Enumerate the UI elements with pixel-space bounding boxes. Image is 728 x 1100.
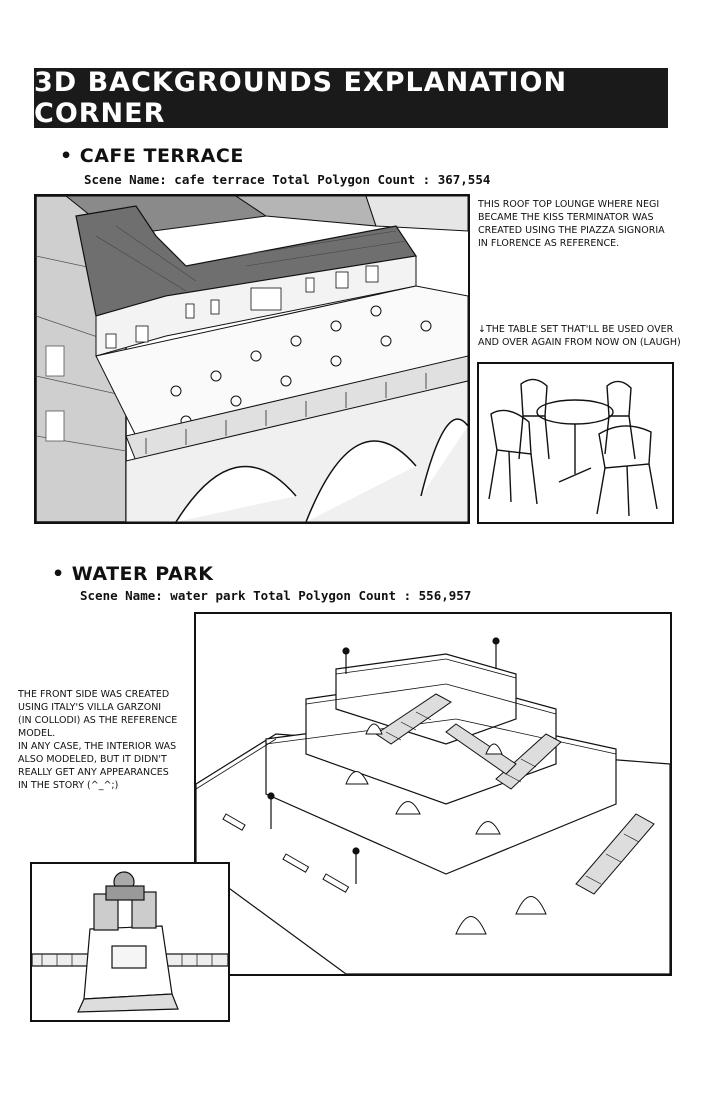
table-set-note bbox=[478, 323, 718, 349]
table-set-drawing bbox=[479, 364, 672, 522]
cafe-scene-info: Scene Name: cafe terrace Total Polygon Count : 367,554 bbox=[84, 172, 491, 187]
water-park-drawing bbox=[196, 614, 670, 974]
cafe-note: THIS ROOF TOP LOUNGE WHERE NEGI BECAME THE KISS TERMINATOR WAS CREATED USING THE PIAZZA SIGNORIA IN FLORENCE AS REFERENCE. bbox=[478, 199, 665, 249]
cafe-section-title: • CAFE TERRACE bbox=[60, 145, 244, 167]
cafe-terrace-illustration bbox=[34, 194, 470, 524]
table-set-illustration bbox=[477, 362, 674, 524]
down-arrow-icon: ↓ bbox=[478, 324, 486, 335]
cafe-title-text: CAFE TERRACE bbox=[79, 145, 244, 167]
statue-illustration bbox=[30, 862, 230, 1022]
page-title: 3D BACKGROUNDS EXPLANATION CORNER bbox=[34, 67, 568, 129]
statue-drawing bbox=[32, 864, 228, 1020]
water-title-text: WATER PARK bbox=[71, 563, 214, 585]
header-banner bbox=[34, 68, 668, 128]
water-section-title: • WATER PARK bbox=[52, 563, 214, 585]
water-park-illustration bbox=[194, 612, 672, 976]
water-park-note: THE FRONT SIDE WAS CREATED USING ITALY'S VILLA GARZONI (IN COLLODI) AS THE REFERENCE MODEL. IN ANY CASE, THE INTERIOR WAS ALSO MODELED, BUT IT DIDN'T REALLY GET ANY APPEARANCES IN THE STORY (^_^;) bbox=[18, 689, 178, 791]
water-scene-info: Scene Name: water park Total Polygon Count : 556,957 bbox=[80, 588, 472, 603]
table-set-note-text: THE TABLE SET THAT'LL BE USED OVER AND OVER AGAIN FROM NOW ON (LAUGH) bbox=[478, 324, 681, 348]
cafe-terrace-drawing bbox=[36, 196, 468, 522]
